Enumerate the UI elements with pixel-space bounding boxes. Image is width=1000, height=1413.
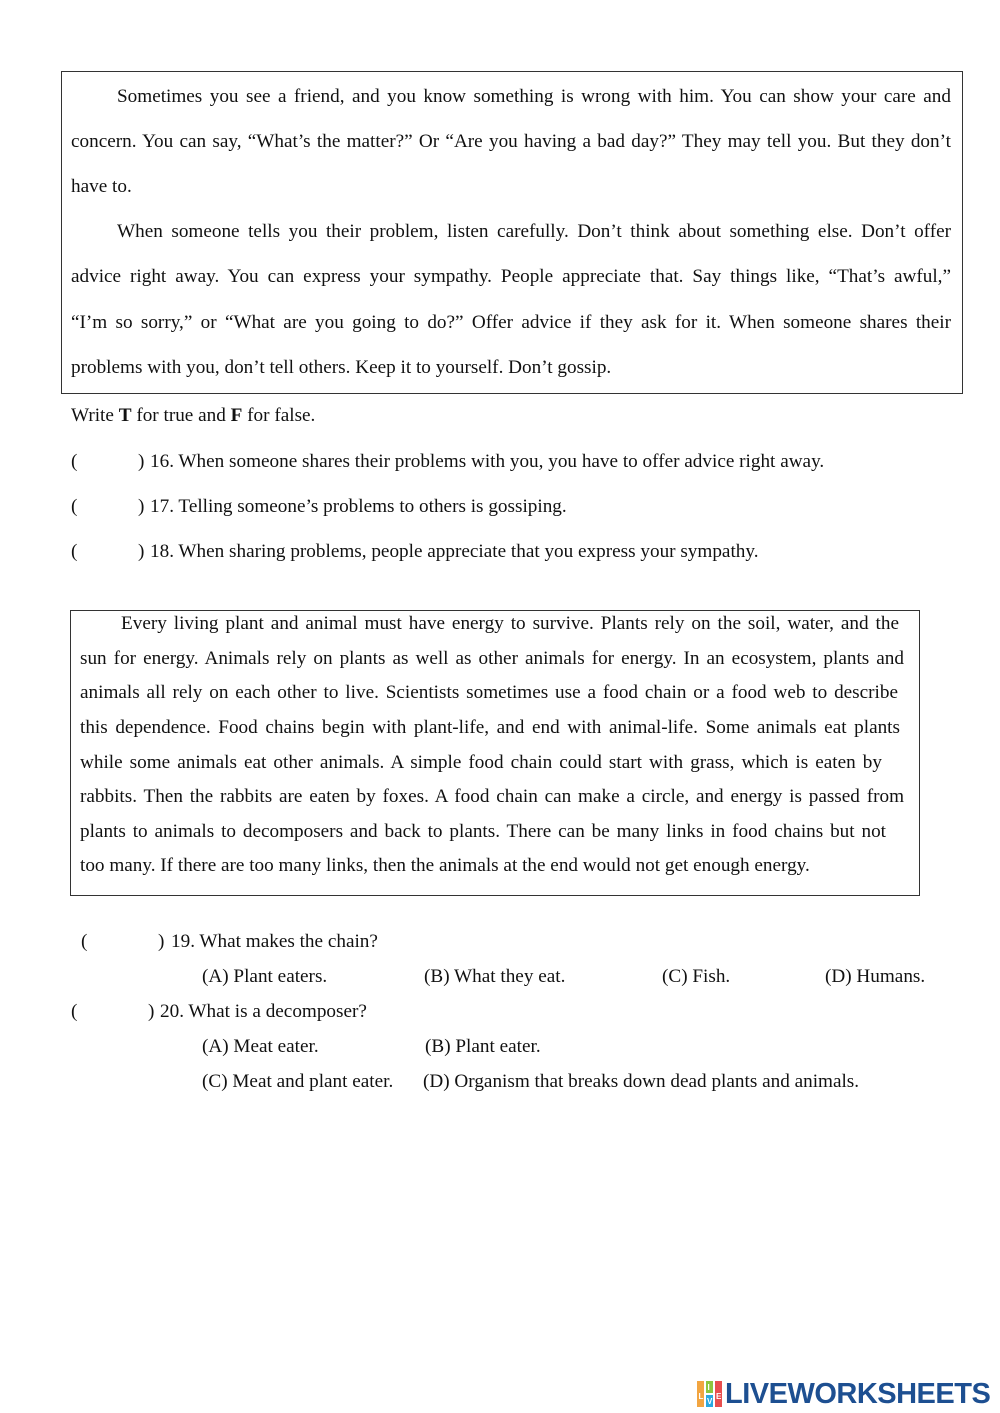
- option-d: (D) Humans.: [825, 966, 926, 987]
- answer-paren-close: ): [148, 1001, 155, 1022]
- svg-text:L: L: [698, 1392, 704, 1401]
- answer-blank-18[interactable]: [80, 537, 136, 565]
- option-d: (D) Organism that breaks down dead plants and animals.: [423, 1071, 860, 1092]
- true-letter: T: [118, 405, 132, 426]
- passage-2-line: sun for energy. Animals rely on plants as well as other animals for energy. In an ecosystem, plants and: [80, 648, 904, 669]
- svg-text:V: V: [707, 1397, 713, 1406]
- passage-1-box: [61, 71, 963, 394]
- question-text: 17. Telling someone’s problems to others is gossiping.: [150, 496, 567, 517]
- svg-text:E: E: [716, 1392, 722, 1401]
- passage-2-line: too many. If there are too many links, then the animals at the end would not get enough energy.: [80, 855, 810, 876]
- answer-blank-17[interactable]: [80, 492, 136, 520]
- passage-1-line: “I’m so sorry,” or “What are you going to do?” Offer advice if they ask for it. When someone shares their: [71, 312, 951, 333]
- svg-text:I: I: [707, 1383, 710, 1392]
- answer-paren-open: (: [71, 451, 78, 472]
- passage-1-line: problems with you, don’t tell others. Keep it to yourself. Don’t gossip.: [71, 357, 612, 378]
- answer-blank-20[interactable]: [80, 997, 146, 1025]
- instruction-text: Write T for true and F for false.: [71, 405, 316, 426]
- false-letter: F: [230, 405, 243, 426]
- answer-blank-19[interactable]: [90, 927, 156, 955]
- question-text: 16. When someone shares their problems with you, you have to offer advice right away.: [150, 451, 825, 472]
- answer-blank-16[interactable]: [80, 447, 136, 475]
- answer-paren-open: (: [71, 496, 78, 517]
- passage-1-line: When someone tells you their problem, listen carefully. Don’t think about something else. Don’t offer: [117, 221, 951, 242]
- passage-2-line: this dependence. Food chains begin with plant-life, and end with animal-life. Some animals eat plants: [80, 717, 900, 738]
- question-text: 20. What is a decomposer?: [160, 1001, 367, 1022]
- liveworksheets-logo-icon: [697, 1379, 723, 1409]
- option-a: (A) Meat eater.: [202, 1036, 319, 1057]
- answer-paren-close: ): [158, 931, 165, 952]
- passage-2-line: Every living plant and animal must have energy to survive. Plants rely on the soil, water, and the: [121, 613, 899, 634]
- passage-1-line: concern. You can say, “What’s the matter?” Or “Are you having a bad day?” They may tell you. But they don’t: [71, 131, 951, 152]
- passage-2-line: while some animals eat other animals. A simple food chain could start with grass, which is eaten by: [80, 752, 882, 773]
- answer-paren-close: ): [138, 451, 145, 472]
- option-b: (B) Plant eater.: [425, 1036, 541, 1057]
- passage-1-line: have to.: [71, 176, 132, 197]
- answer-paren-close: ): [138, 541, 145, 562]
- answer-paren-open: (: [71, 541, 78, 562]
- answer-paren-close: ): [138, 496, 145, 517]
- passage-1-line: Sometimes you see a friend, and you know something is wrong with him. You can show your care and: [117, 86, 951, 107]
- passage-2-box: [70, 610, 920, 896]
- passage-2-line: plants to animals to decomposers and back to plants. There can be many links in food chains but not: [80, 821, 886, 842]
- option-c: (C) Fish.: [662, 966, 731, 987]
- question-text: 18. When sharing problems, people appreciate that you express your sympathy.: [150, 541, 759, 562]
- question-text: 19. What makes the chain?: [171, 931, 378, 952]
- option-a: (A) Plant eaters.: [202, 966, 328, 987]
- answer-paren-open: (: [71, 1001, 78, 1022]
- passage-2-line: animals all rely on each other to live. Scientists sometimes use a food chain or a food web to describe: [80, 682, 898, 703]
- logo-text: LIVEWORKSHEETS: [725, 1378, 991, 1410]
- answer-paren-open: (: [81, 931, 88, 952]
- passage-2-line: rabbits. Then the rabbits are eaten by foxes. A food chain can make a circle, and energy is passed from: [80, 786, 904, 807]
- option-b: (B) What they eat.: [424, 966, 566, 987]
- passage-1-line: advice right away. You can express your sympathy. People appreciate that. Say things like, “That’s awful,”: [71, 266, 951, 287]
- liveworksheets-logo[interactable]: [697, 1377, 997, 1411]
- option-c: (C) Meat and plant eater.: [202, 1071, 394, 1092]
